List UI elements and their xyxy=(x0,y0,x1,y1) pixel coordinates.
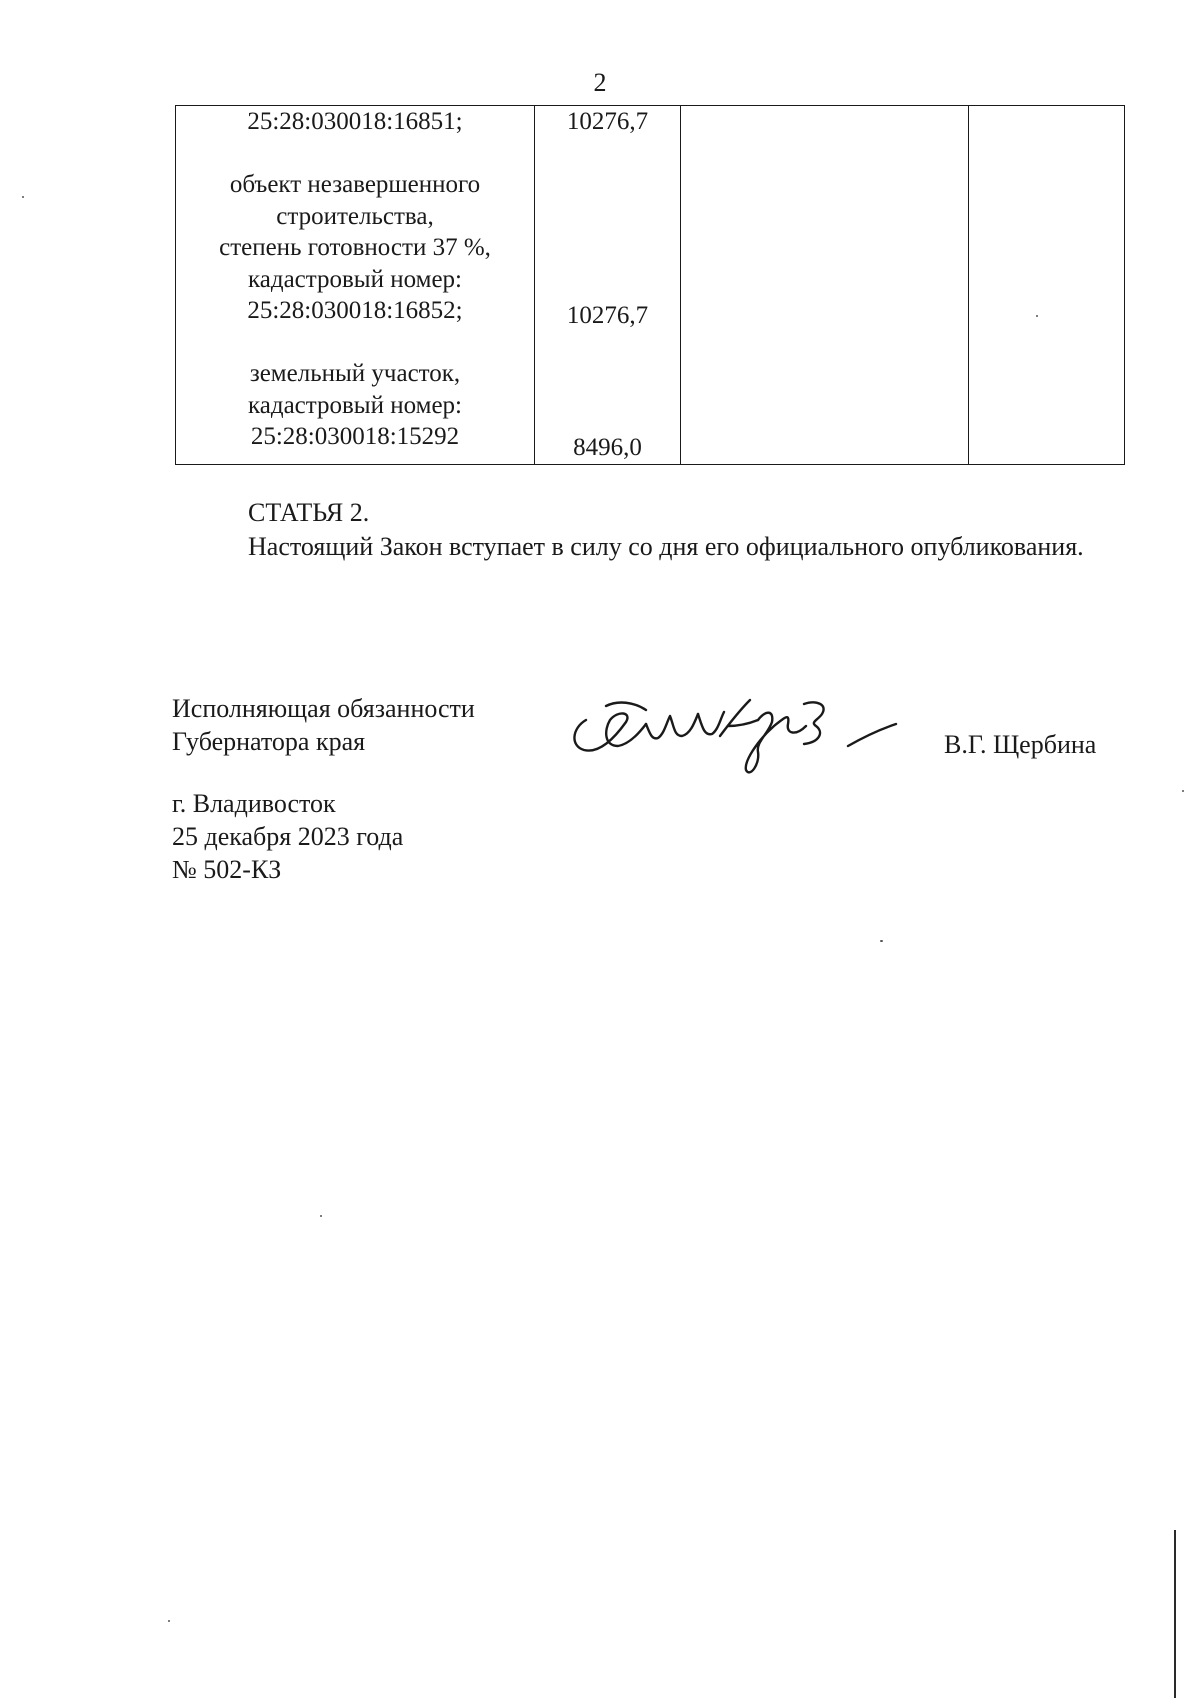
area-value: 10276,7 xyxy=(566,108,649,135)
description-line: 25:28:030018:16852; xyxy=(247,297,463,324)
scan-edge-line xyxy=(1174,1530,1176,1698)
description-line: степень готовности 37 %, xyxy=(219,234,491,261)
scan-speck xyxy=(22,196,24,198)
empty-cell xyxy=(969,106,1125,465)
description-cell xyxy=(176,106,535,465)
scan-speck xyxy=(168,1620,170,1622)
description-line: кадастровый номер: xyxy=(247,265,462,293)
date: 25 декабря 2023 года xyxy=(172,822,404,851)
signatory-line: Исполняющая обязанности xyxy=(172,694,475,723)
description-line: кадастровый номер: xyxy=(247,391,462,419)
signatory-line: Губернатора края xyxy=(172,727,366,756)
document-footer xyxy=(172,787,403,886)
area-cell xyxy=(535,106,681,465)
signer-name: В.Г. Щербина xyxy=(944,730,1097,759)
empty-cell xyxy=(681,106,969,465)
scan-speck xyxy=(1182,790,1184,792)
scan-speck xyxy=(320,1215,322,1217)
article-text: Настоящий Закон вступает в силу со дня его официального опубликования. xyxy=(248,532,1084,561)
property-table xyxy=(175,105,1125,465)
scan-speck xyxy=(1036,315,1038,317)
scan-speck xyxy=(880,940,883,942)
description-line: строительства, xyxy=(276,202,434,230)
city: г. Владивосток xyxy=(172,789,336,818)
table-row xyxy=(176,106,1125,465)
description-line: 25:28:030018:16851; xyxy=(247,108,463,135)
signatory-title xyxy=(172,692,475,758)
handwritten-signature xyxy=(560,680,920,790)
article-title: СТАТЬЯ 2. xyxy=(248,498,370,527)
area-value: 8496,0 xyxy=(573,434,642,461)
description-line: 25:28:030018:15292 xyxy=(250,423,460,450)
description-line: земельный участок, xyxy=(249,360,461,387)
document-number: № 502-КЗ xyxy=(172,855,282,884)
page-number: 2 xyxy=(593,68,607,97)
description-line: объект незавершенного xyxy=(229,171,481,198)
area-value: 10276,7 xyxy=(566,302,649,329)
